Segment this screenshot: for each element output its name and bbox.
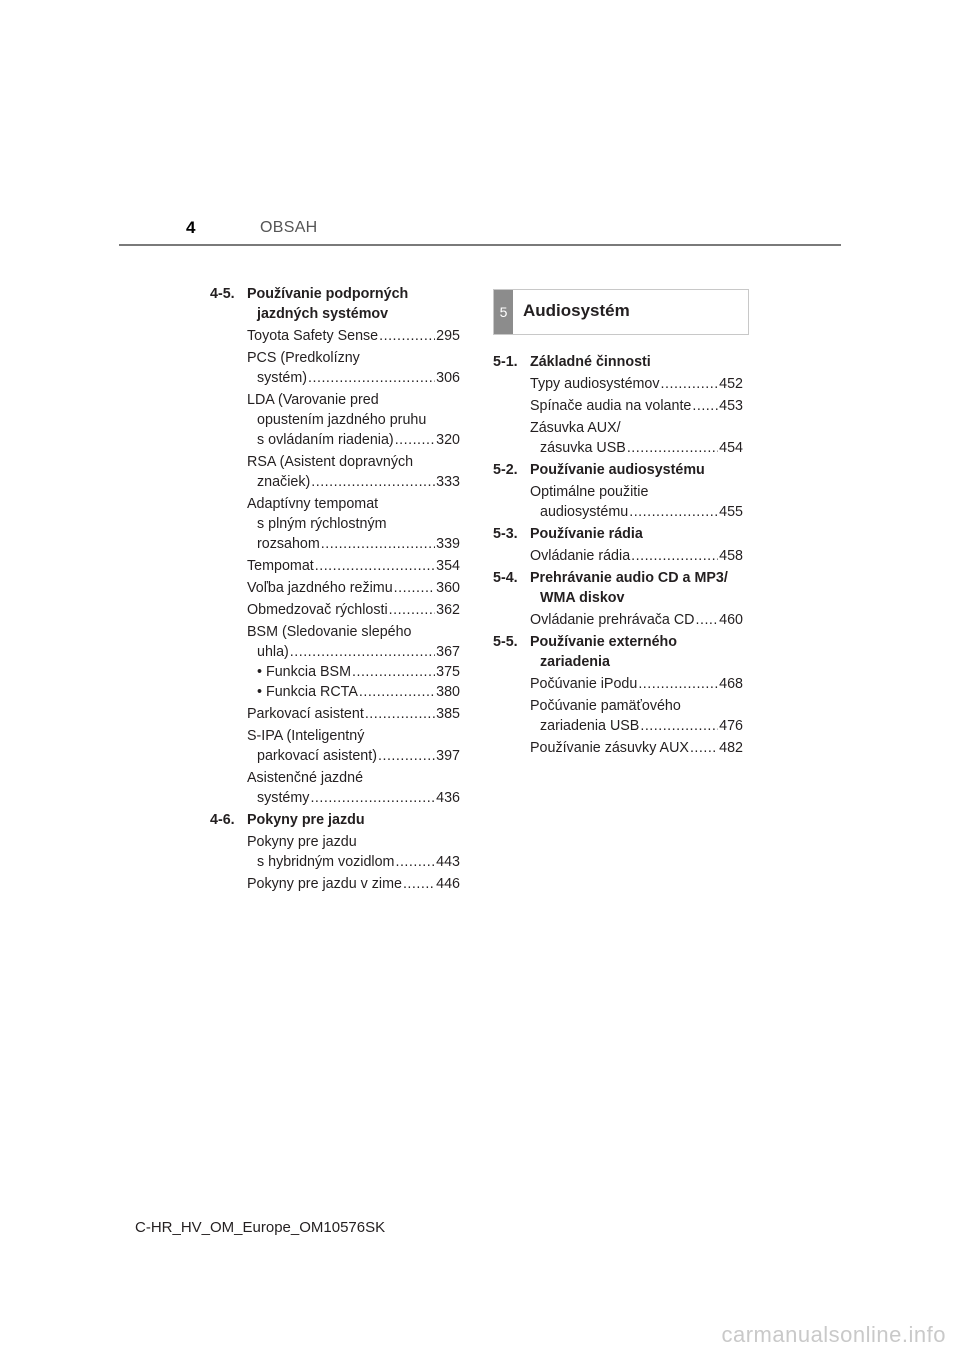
- page-header-title: OBSAH: [260, 219, 318, 236]
- entry-text-line: PCS (Predkolízny: [247, 350, 360, 366]
- dot-leader: [640, 716, 718, 736]
- page-ref: 333: [436, 474, 460, 490]
- entry-text-line: Asistenčné jazdné: [247, 770, 364, 786]
- entry-text-line: Adaptívny tempomat: [247, 496, 379, 512]
- dot-leader: [308, 368, 435, 388]
- entry-leader-row: [530, 738, 743, 758]
- toc-entry[interactable]: [530, 546, 743, 566]
- entry-leader-row: [247, 852, 460, 872]
- section-title: [530, 568, 743, 608]
- entry-leader-row: [247, 704, 460, 724]
- entry-leader-row: [247, 874, 460, 894]
- toc-right-column: [493, 352, 743, 760]
- toc-section-heading[interactable]: [493, 524, 743, 544]
- page-ref: 468: [719, 676, 743, 692]
- entry-text-line: Optimálne použitie: [530, 484, 649, 500]
- section-number: 5-4.: [493, 570, 518, 586]
- entry-text-line: Ovládanie rádia: [530, 548, 631, 564]
- entry-text-line: opustením jazdného pruhu: [257, 412, 427, 428]
- entry-text-line: Zásuvka AUX/: [530, 420, 621, 436]
- dot-leader: [378, 746, 435, 766]
- dot-leader: [696, 610, 719, 630]
- entry-leader-row: [530, 502, 743, 522]
- toc-left-column: [210, 284, 460, 896]
- toc-section-heading[interactable]: [210, 284, 460, 324]
- sub-entry[interactable]: [247, 662, 460, 682]
- dot-leader: [352, 662, 435, 682]
- dot-leader: [403, 874, 435, 894]
- dot-leader: [290, 642, 435, 662]
- toc-entry[interactable]: [247, 622, 460, 702]
- toc-entry[interactable]: [247, 704, 460, 724]
- chapter-heading-box[interactable]: [493, 289, 749, 335]
- chapter-number-tab: 5: [494, 290, 513, 334]
- section-title-line: jazdných systémov: [257, 306, 389, 322]
- entry-text-line: rozsahom: [257, 536, 320, 552]
- section-title-line: Prehrávanie audio CD a MP3/: [530, 570, 728, 586]
- section-number: 5-5.: [493, 634, 518, 650]
- entry-text-line: Pokyny pre jazdu v zime: [247, 876, 402, 892]
- toc-entry[interactable]: [530, 418, 743, 458]
- toc-entry[interactable]: [247, 494, 460, 554]
- watermark: carmanualsonline.info: [721, 1322, 946, 1347]
- page-ref: 443: [436, 854, 460, 870]
- entry-text-line: zásuvka USB: [540, 440, 626, 456]
- toc-section-heading[interactable]: [493, 568, 743, 608]
- section-title: [530, 460, 743, 480]
- entry-text-line: s hybridným vozidlom: [257, 854, 395, 870]
- page-ref: 320: [436, 432, 460, 448]
- toc-entry[interactable]: [530, 610, 743, 630]
- entry-text-line: Typy audiosystémov: [530, 376, 660, 392]
- entry-text-line: S-IPA (Inteligentný: [247, 728, 365, 744]
- page-ref: 362: [436, 602, 460, 618]
- page-ref: 460: [719, 612, 743, 628]
- toc-entry[interactable]: [247, 578, 460, 598]
- toc-entry[interactable]: [247, 390, 460, 450]
- section-number: 5-1.: [493, 354, 518, 370]
- page-ref: 380: [436, 684, 460, 700]
- toc-entry[interactable]: [530, 696, 743, 736]
- page-ref: 476: [719, 718, 743, 734]
- toc-entry[interactable]: [530, 482, 743, 522]
- entry-leader-row: [247, 534, 460, 554]
- section-title: [247, 284, 460, 324]
- entry-text-line: značiek): [257, 474, 311, 490]
- toc-entry[interactable]: [530, 374, 743, 394]
- dot-leader: [389, 600, 436, 620]
- dot-leader: [395, 430, 435, 450]
- dot-leader: [661, 374, 719, 394]
- entry-text-line: LDA (Varovanie pred: [247, 392, 379, 408]
- entry-text-line: Tempomat: [247, 558, 314, 574]
- section-title-line: Používanie rádia: [530, 526, 643, 542]
- dot-leader: [379, 326, 435, 346]
- entry-leader-row: [247, 578, 460, 598]
- page-ref: 354: [436, 558, 460, 574]
- entry-text-line: RSA (Asistent dopravných: [247, 454, 414, 470]
- toc-entry[interactable]: [247, 556, 460, 576]
- entry-text-line: Pokyny pre jazdu: [247, 834, 357, 850]
- document-code: C-HR_HV_OM_Europe_OM10576SK: [135, 1219, 386, 1236]
- entry-text-line: systém): [257, 370, 308, 386]
- dot-leader: [631, 546, 718, 566]
- dot-leader: [321, 534, 435, 554]
- page-ref: 453: [719, 398, 743, 414]
- entry-text-line: systémy: [257, 790, 310, 806]
- page-ref: 458: [719, 548, 743, 564]
- entry-leader-row: [530, 610, 743, 630]
- toc-entry[interactable]: [247, 768, 460, 808]
- entry-text-line: parkovací asistent): [257, 748, 377, 764]
- entry-leader-row: [247, 472, 460, 492]
- entry-leader-row: [530, 546, 743, 566]
- toc-entry[interactable]: [247, 600, 460, 620]
- dot-leader: [365, 704, 435, 724]
- entry-leader-row: [530, 374, 743, 394]
- toc-section-heading[interactable]: [493, 460, 743, 480]
- entry-leader-row: [247, 788, 460, 808]
- toc-entry[interactable]: [530, 674, 743, 694]
- page-ref: 295: [436, 328, 460, 344]
- dot-leader: [690, 738, 718, 758]
- dot-leader: [627, 438, 718, 458]
- dot-leader: [692, 396, 718, 416]
- entry-text-line: Spínače audia na volante: [530, 398, 692, 414]
- entry-leader-row: [247, 326, 460, 346]
- dot-leader: [395, 852, 435, 872]
- toc-entry[interactable]: [247, 452, 460, 492]
- toc-entry[interactable]: [247, 726, 460, 766]
- entry-leader-row: [247, 746, 460, 766]
- section-title-line: Používanie podporných: [247, 286, 409, 302]
- page-ref: 306: [436, 370, 460, 386]
- sub-entry-text: • Funkcia BSM: [257, 664, 351, 680]
- dot-leader: [394, 578, 435, 598]
- section-number: 5-3.: [493, 526, 518, 542]
- entry-text-line: Počúvanie pamäťového: [530, 698, 681, 714]
- section-title-line: Používanie audiosystému: [530, 462, 705, 478]
- section-number: 4-5.: [210, 286, 235, 302]
- section-title: [530, 632, 743, 672]
- chapter-title: Audiosystém: [523, 301, 630, 320]
- dot-leader: [310, 788, 435, 808]
- page-ref: 452: [719, 376, 743, 392]
- page-ref: 375: [436, 664, 460, 680]
- entry-leader-row: [530, 674, 743, 694]
- entry-text-line: Voľba jazdného režimu: [247, 580, 393, 596]
- entry-text-line: Ovládanie prehrávača CD: [530, 612, 695, 628]
- sub-entry[interactable]: [247, 682, 460, 702]
- entry-text-line: Počúvanie iPodu: [530, 676, 638, 692]
- page-ref: 367: [436, 644, 460, 660]
- section-number: 4-6.: [210, 812, 235, 828]
- sub-entry-text: • Funkcia RCTA: [257, 684, 358, 700]
- page-ref: 446: [436, 876, 460, 892]
- section-title: [530, 352, 743, 372]
- page-ref: 436: [436, 790, 460, 806]
- section-title: [247, 810, 460, 830]
- entry-leader-row: [247, 556, 460, 576]
- entry-text-line: uhla): [257, 644, 289, 660]
- page-ref: 397: [436, 748, 460, 764]
- section-title-line: Používanie externého: [530, 634, 677, 650]
- toc-section-heading[interactable]: [493, 632, 743, 672]
- entry-leader-row: [247, 430, 460, 450]
- section-title: [530, 524, 743, 544]
- entry-leader-row: [530, 716, 743, 736]
- entry-leader-row: [530, 438, 743, 458]
- entry-leader-row: [247, 600, 460, 620]
- entry-leader-row: [247, 642, 460, 662]
- entry-text-line: Parkovací asistent: [247, 706, 364, 722]
- page-ref: 339: [436, 536, 460, 552]
- section-title-line: Základné činnosti: [530, 354, 651, 370]
- toc-entry[interactable]: [530, 738, 743, 758]
- page-number: 4: [186, 218, 196, 237]
- section-title-line: WMA diskov: [540, 590, 625, 606]
- toc-section-heading[interactable]: [493, 352, 743, 372]
- toc-section-heading[interactable]: [210, 810, 460, 830]
- entry-leader-row: [530, 396, 743, 416]
- dot-leader: [629, 502, 718, 522]
- section-number: 5-2.: [493, 462, 518, 478]
- dot-leader: [359, 682, 435, 702]
- page-ref: 385: [436, 706, 460, 722]
- entry-text-line: Používanie zásuvky AUX: [530, 740, 689, 756]
- dot-leader: [311, 472, 435, 492]
- page-ref: 455: [719, 504, 743, 520]
- entry-text-line: s plným rýchlostným: [257, 516, 387, 532]
- toc-entry[interactable]: [247, 326, 460, 346]
- entry-text-line: audiosystému: [540, 504, 629, 520]
- entry-text-line: s ovládaním riadenia): [257, 432, 394, 448]
- entry-leader-row: [247, 368, 460, 388]
- entry-text-line: zariadenia USB: [540, 718, 640, 734]
- toc-entry[interactable]: [530, 396, 743, 416]
- toc-entry[interactable]: [247, 874, 460, 894]
- dot-leader: [315, 556, 435, 576]
- dot-leader: [638, 674, 718, 694]
- toc-entry[interactable]: [247, 832, 460, 872]
- header-divider: [119, 244, 841, 246]
- page-ref: 454: [719, 440, 743, 456]
- page-ref: 482: [719, 740, 743, 756]
- entry-text-line: Toyota Safety Sense: [247, 328, 379, 344]
- entry-text-line: Obmedzovač rýchlosti: [247, 602, 388, 618]
- section-title-line: Pokyny pre jazdu: [247, 812, 365, 828]
- toc-entry[interactable]: [247, 348, 460, 388]
- section-title-line: zariadenia: [540, 654, 610, 670]
- page-ref: 360: [436, 580, 460, 596]
- entry-text-line: BSM (Sledovanie slepého: [247, 624, 412, 640]
